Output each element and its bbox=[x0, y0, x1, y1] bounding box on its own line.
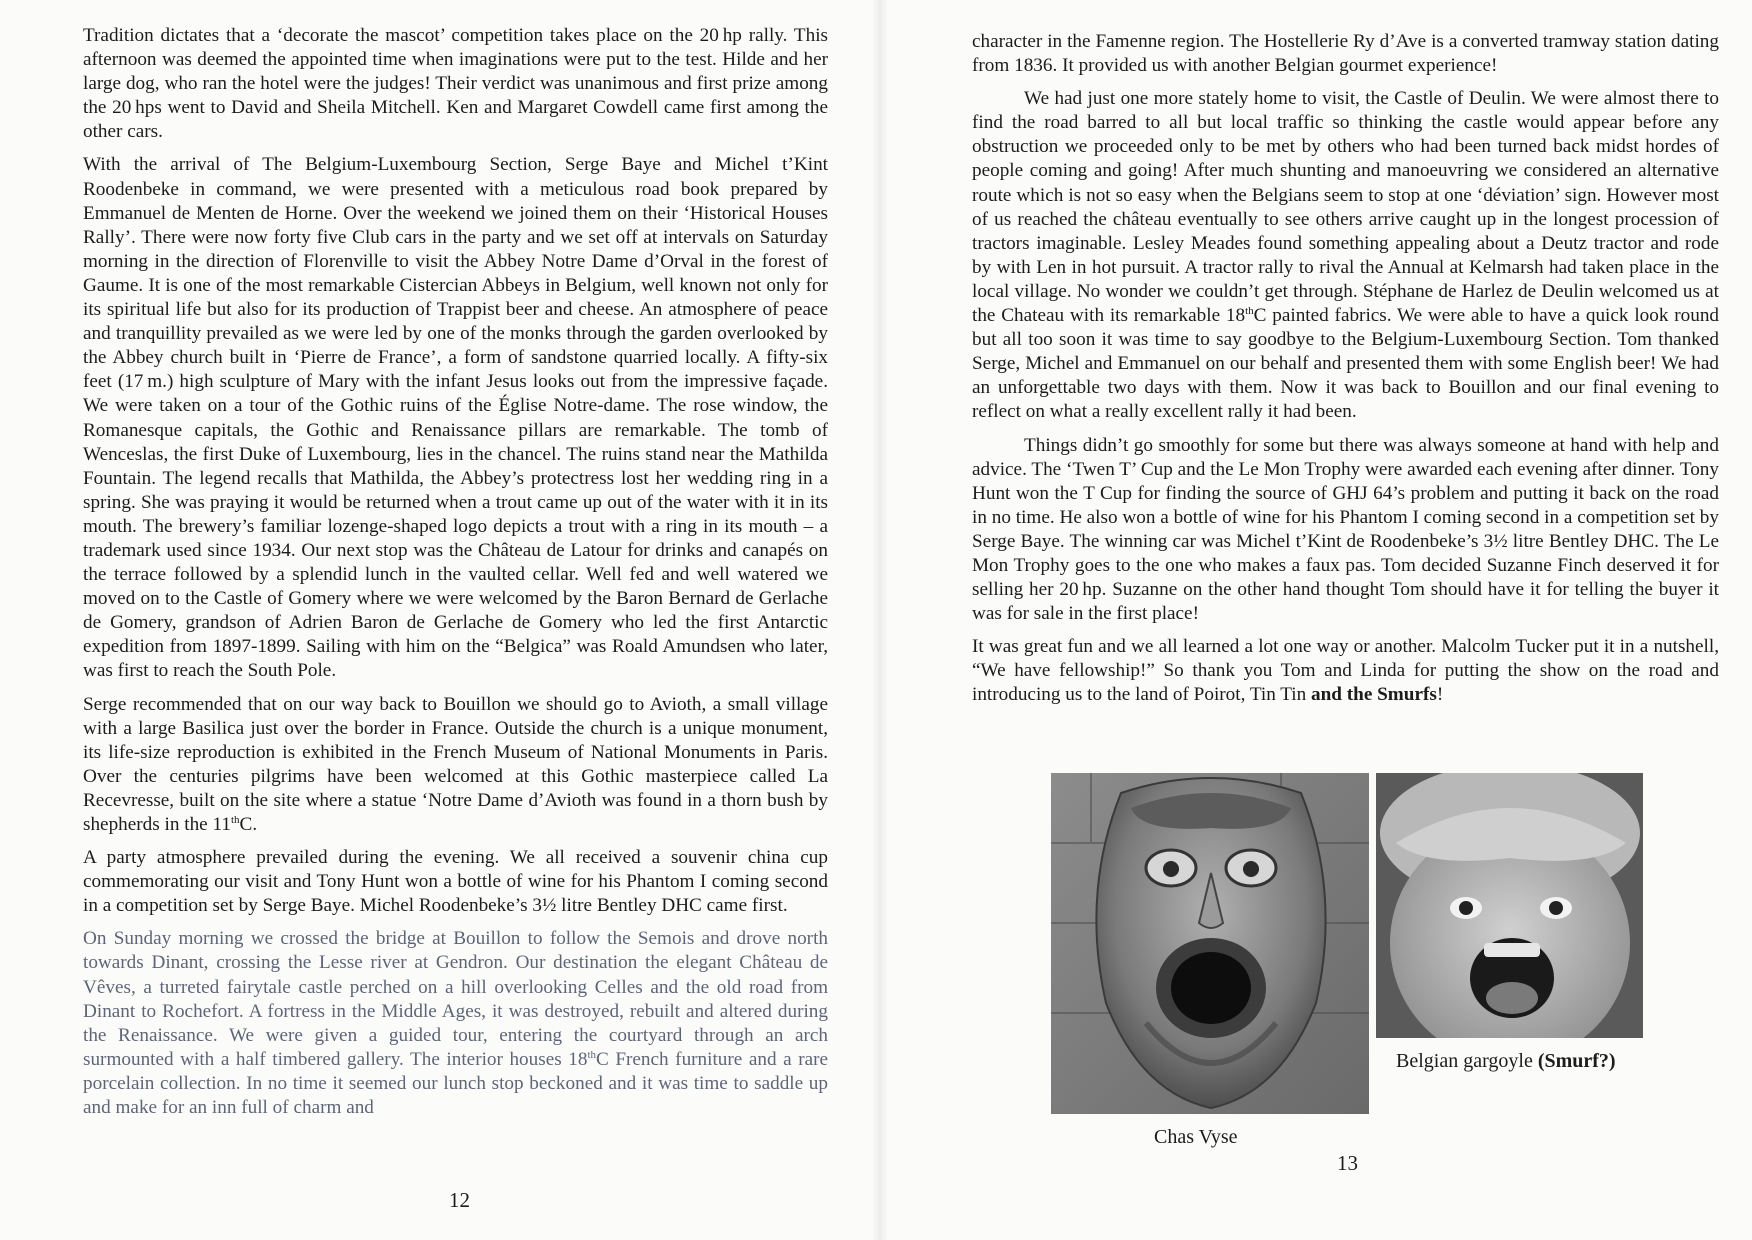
text-run: ! bbox=[1436, 684, 1444, 706]
gargoyle-caption bbox=[1396, 1050, 1616, 1073]
gargoyle-image bbox=[1051, 773, 1369, 1114]
bold-text: and the Smurfs bbox=[1311, 684, 1437, 706]
paragraph-sunday bbox=[83, 927, 828, 1120]
superscript: th bbox=[587, 1048, 596, 1061]
superscript: th bbox=[230, 814, 240, 826]
paragraph-mascot: Tradition dictates that a ‘decorate the mascot’ competition takes place on the 20 hp rally. This afternoon was deemed the appointed time when imaginations were put to the test. Hilde and her large dog, who ran the hotel were the judges! Their verdict was unanimous and first prize among the 20 hps went to David and Sheila Mitchell. Ken and Margaret Cowdell came first among the other cars. bbox=[83, 25, 828, 143]
caption-text: Belgian gargoyle bbox=[1396, 1050, 1538, 1072]
paragraph-fellowship bbox=[972, 635, 1719, 707]
paragraph-trophies: Things didn’t go smoothly for some but there was always someone at hand with help and advice. The ‘Twen T’ Cup and the Le Mon Trophy were awarded each evening after dinner. Tony Hunt won the T Cup for finding the source of GHJ 64’s problem and putting it back on the road in no time. He also won a bottle of wine for his Phantom I coming second in a competition set by Serge Baye. The winning car was Michel t’Kint de Roodenbeke’s 3½ litre Bentley DHC. The Le Mon Trophy goes to the one who makes a faux pas. Tom decided Suzanne Finch deserved it for selling her 20 hp. Suzanne on the other hand thought Tom should have it for telling the buyer it was for sale in the first place! bbox=[972, 434, 1719, 625]
photo-credit: Chas Vyse bbox=[1154, 1126, 1238, 1148]
text-run: Serge recommended that on our way back to Bouillon we should go to Avioth, a small village with a large Basilica just over the border in France. Outside the church is a unique monument, its life-size reproduction is exhibited in the French Museum of National Monuments in Paris. Over the centuries pilgrims have been welcomed at this Gothic masterpiece called La Recevresse, built on the site where a statue ‘Notre Dame d’Avioth was found in a thorn bush by shepherds in the 11 bbox=[83, 693, 828, 835]
page-number-13: 13 bbox=[1337, 1151, 1358, 1175]
right-page bbox=[876, 0, 1752, 1240]
text-run: C. bbox=[239, 814, 258, 835]
child-face-image bbox=[1376, 773, 1643, 1038]
paragraph-party: A party atmosphere prevailed during the evening. We all received a souvenir china cup commemorating our visit and Tony Hunt won a bottle of wine for his Phantom I coming second in a competition set by Serge Baye. Michel Roodenbeke’s 3½ litre Bentley DHC came first. bbox=[83, 847, 828, 917]
paragraph-famenne: character in the Famenne region. The Hostellerie Ry d’Ave is a converted tramway station dating from 1836. It provided us with another Belgian gourmet experience! bbox=[972, 31, 1719, 77]
gargoyle-photo bbox=[1051, 773, 1369, 1114]
page-number-12: 12 bbox=[449, 1188, 470, 1212]
caption-bold: (Smurf?) bbox=[1537, 1050, 1616, 1072]
text-run: It was great fun and we all learned a lot one way or another. Malcolm Tucker put it in a nutshell, “We have fellowship!” So thank you Tom and Linda for putting the show on the road and introducing us to the land of Poirot, Tin Tin bbox=[972, 636, 1719, 706]
text-run: C French furniture and a rare porcelain collection. In no time it seemed our lunch stop beckoned and it was time to saddle up and make for an inn full of charm and bbox=[83, 1048, 829, 1119]
text-run: C painted fabrics. We were able to have a quick look round but all too soon it was time to say goodbye to the Belgium-Luxembourg Section. Tom thanked Serge, Michel and Emmanuel on our behalf and presented them with some English beer! We had an unforgettable two days with them. Now it was back to Bouillon and our final evening to reflect on what a really excellent rally it had been. bbox=[972, 305, 1720, 423]
paragraph-avioth bbox=[83, 693, 828, 838]
paragraph-belgium-luxembourg: With the arrival of The Belgium-Luxembourg Section, Serge Baye and Michel t’Kint Roodenbeke in command, we were presented with a meticulous road book prepared by Emmanuel de Menten de Horne. Over the weekend we joined them on their ‘Historical Houses Rally’. There were now forty five Club cars in the party and we set off at intervals on Saturday morning in the direction of Florenville to visit the Abbey Notre Dame d’Orval in the forest of Gaume. It is one of the most remarkable Cistercian Abbeys in Belgium, well known not only for its spiritual life but also for its production of Trappist beer and cheese. An atmosphere of peace and tranquillity prevailed as we were led by one of the monks through the garden overlooked by the Abbey church built in ‘Pierre de France’, a form of sandstone quarried locally. A fifty-six feet (17 m.) high sculpture of Mary with the infant Jesus looks out from the impressive façade. We were taken on a tour of the Gothic ruins of the Église Notre-dame. The rose window, the Romanesque capitals, the Gothic and Renaissance pillars are remarkable. The tomb of Wenceslas, the first Duke of Luxembourg, lies in the chancel. The ruins stand near the Mathilda Fountain. The legend recalls that Mathilda, the Abbey’s protectress lost her wedding ring in a spring. She was praying it would be returned when a trout came up out of the water with it in its mouth. The brewery’s familiar lozenge-shaped logo depicts a trout with a ring in its mouth – a trademark used since 1934. Our next stop was the Château de Latour for drinks and canapés on the terrace followed by a splendid lunch in the vaulted cellar. Well fed and well watered we moved on to the Castle of Gomery where we were welcomed by the Baron Bernard de Gerlache de Gomery, grandson of Adrien Baron de Gerlache de Gomery who led the first Antarctic expedition from 1897-1899. Sailing with him on the “Belgica” was Roald Amundsen who later, was first to reach the South Pole. bbox=[83, 154, 828, 682]
left-text-column bbox=[83, 24, 828, 1120]
right-text-column bbox=[972, 30, 1719, 717]
smurf-photo bbox=[1376, 773, 1643, 1038]
text-run: We had just one more stately home to visit, the Castle of Deulin. We were almost there to find the road barred to all but local traffic so thinking the castle would appear before any obstruction we proceeded only to be met by others who had been turned back midst hordes of people coming and going! After much shunting and manoeuvring we considered an alternative route which is not so easy when the Belgians seem to stop at one ‘déviation’ sign. However most of us reached the château eventually to see others arrive caught up in the longest procession of tractors imaginable. Lesley Meades found something appealing about a Deutz tractor and rode by with Len in hot pursuit. A tractor rally to rival the Annual at Kelmarsh had taken place in the local village. No wonder we couldn’t get through. Stéphane de Harlez de Deulin welcomed us at the Chateau with its remarkable 18 bbox=[972, 88, 1719, 327]
superscript: th bbox=[1245, 305, 1254, 318]
text-run: On Sunday morning we crossed the bridge at Bouillon to follow the Semois and drove north towards Dinant, crossing the Lesse river at Gendron. Our destination the elegant Château de Vêves, a turreted fairytale castle perched on a hill overlooking Celles and the old road from Dinant to Rochefort. A fortress in the Middle Ages, it was destroyed, rebuilt and altered during the Renaissance. We were given a guided tour, entering the courtyard through an arch surmounted with a half timbered gallery. The interior houses 18 bbox=[83, 928, 828, 1070]
paragraph-deulin bbox=[972, 87, 1719, 424]
